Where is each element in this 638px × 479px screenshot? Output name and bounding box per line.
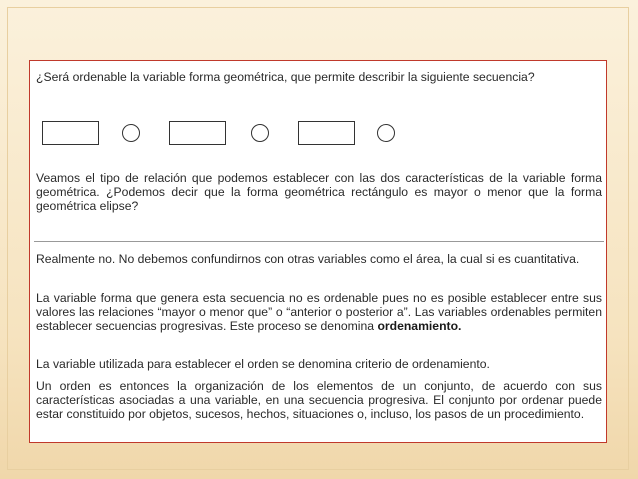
answer-paragraph: Realmente no. No debemos confundirnos con otras variables como el área, la cual si es cuantitativa. xyxy=(36,252,580,266)
rectangle-shape xyxy=(42,121,99,145)
rectangle-shape xyxy=(298,121,355,145)
section-divider xyxy=(34,241,604,242)
definition-paragraph: Un orden es entonces la organización de los elementos de un conjunto, de acuerdo con sus características asociadas a una variable, en una secuencia progresiva. El conjunto por ordenar puede estar constituido por objetos, sucesos, hechos, situaciones o, incluso, los pasos de un procedimiento. xyxy=(36,379,602,421)
explanation-paragraph xyxy=(36,291,602,333)
question-paragraph: ¿Será ordenable la variable forma geométrica, que permite describir la siguiente secuencia? xyxy=(36,70,535,84)
relation-paragraph: Veamos el tipo de relación que podemos establecer con las dos características de la variable forma geométrica. ¿Podemos decir que la forma geométrica rectángulo es mayor o menor que la forma geométrica elipse? xyxy=(36,171,602,213)
explanation-text: La variable forma que genera esta secuencia no es ordenable pues no es posible establecer entre sus valores las relaciones “mayor o menor que” o “anterior o posterior a”. Las variables ordenables permiten establecer secuencias progresivas. Este proceso se denomina xyxy=(36,291,602,333)
explanation-bold-term: ordenamiento. xyxy=(377,319,462,333)
circle-shape xyxy=(251,124,269,142)
criterion-paragraph: La variable utilizada para establecer el orden se denomina criterio de ordenamiento. xyxy=(36,357,490,371)
document-panel xyxy=(29,60,607,443)
circle-shape xyxy=(122,124,140,142)
shape-sequence xyxy=(42,119,442,149)
circle-shape xyxy=(377,124,395,142)
rectangle-shape xyxy=(169,121,226,145)
